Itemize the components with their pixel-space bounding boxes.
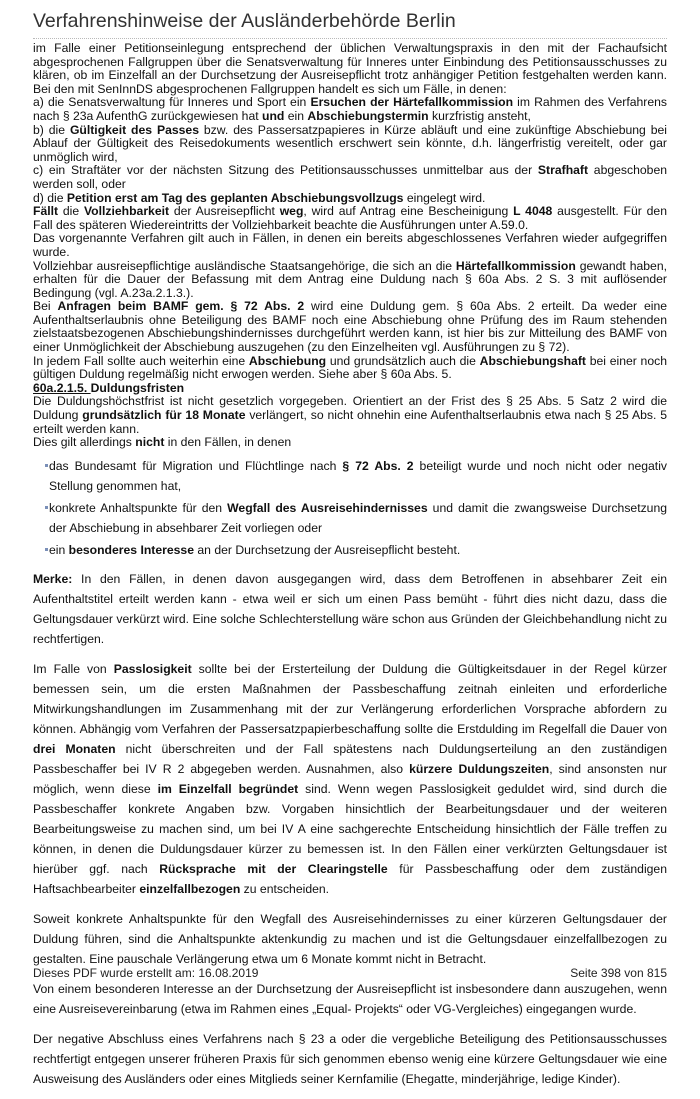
paragraph [33, 300, 667, 354]
page-footer [33, 966, 667, 980]
bold-text: Vollziehbarkeit [83, 204, 170, 219]
list-item [33, 456, 667, 496]
section-heading [33, 382, 667, 396]
text-run: Dies gilt allerdings [33, 435, 136, 450]
text-run: Bei [33, 299, 58, 314]
text-run: In den Fällen, in denen davon ausgegangen wird, dass dem Betroffenen in absehbarer Zeit ein Aufenthaltstitel erteilt werden kann - etwa weil er sich um einen Pass bemüht - führt dies nicht dazu, dass die Geltungsdauer verkürzt wird. Eine solche Schlechterstellung wäre schon aus Gründen der Gleichbehandlung nicht zu rechtfertigen. [33, 571, 667, 646]
bold-text: besonderes Interesse [68, 542, 194, 557]
text-run: Im Falle von [33, 661, 114, 676]
paragraph [33, 260, 667, 301]
bold-text: Fällt [33, 204, 59, 219]
text-run: der Ausreisepflicht [169, 204, 280, 219]
text-run: a) die Senatsverwaltung für Inneres und Sport ein [33, 95, 311, 110]
paragraph [33, 436, 667, 450]
bold-text: Rücksprache mit der Clearingstelle [159, 861, 388, 876]
text-run: c) ein Straftäter vor der nächsten Sitzung des Petitionsausschusses unmittelbar aus der [33, 163, 538, 178]
paragraph [33, 42, 667, 96]
text-run: und grundsätzlich auch die [326, 353, 480, 368]
underlined-text: 60a.2.1.5. [33, 380, 91, 395]
bold-text: Duldungsfristen [90, 380, 185, 395]
text-run: b) die [33, 122, 70, 137]
list-item [33, 498, 667, 538]
text-run: ein [49, 542, 69, 557]
text-run: Der negative Abschluss eines Verfahrens nach § 23 a oder die vergebliche Beteiligung des Petitionsausschusses rechtfertigt entgegen unserer früheren Praxis für sich genommen ebenso wenig eine kürzere Geltungsdauer wie eine Ausweisung des Ausländers oder eines Mitglieds seiner Kernfamilie (Ehegatte, minderjährige, ledige Kinder). [33, 1031, 667, 1086]
text-run: kurzfristig ansteht, [428, 108, 531, 123]
bold-text: Strafhaft [537, 163, 589, 178]
bold-text: Abschiebungstermin [307, 108, 429, 123]
bold-text: Passlosigkeit [113, 661, 192, 676]
text-run: beteiligt wurde und noch nicht oder negativ Stellung genommen hat, [49, 458, 667, 493]
bold-text: Abschiebungshaft [479, 353, 586, 368]
text-run: Soweit konkrete Anhaltspunkte für den Wegfall des Ausreisehindernisses zu einer kürzeren Geltungsdauer der Duldung führen, sind die Anhaltspunkte aktenkundig zu machen und ist die Geltungsdauer einzelfallbezogen zu gestalten. Eine pauschale Verlängerung etwa um 6 Monate kommt nicht in Betracht. [33, 911, 667, 966]
text-run: an der Durchsetzung der Ausreisepflicht besteht. [193, 542, 461, 557]
bold-text: § 72 Abs. 2 [342, 458, 414, 473]
list-item [33, 540, 667, 560]
text-run: gewandt haben, erhalten für die Dauer der Befassung mit dem Antrag eine Duldung nach § 60a Abs. 2 S. 3 mit auflösender Bedingung (vgl. A.23a.2.1.3.). [33, 258, 667, 300]
text-run: und damit die zwangsweise Durchsetzung der Abschiebung in absehbarer Zeit vorliegen oder [49, 500, 668, 535]
text-run: im Falle einer Petitionseinlegung entsprechend der üblichen Verwaltungspraxis in den mit der Fachaufsicht abgesprochenen Fallgruppen über die Senatsverwaltung für Inneres unter Einbindung des Petitionsausschusses zu klären, ob im Einzelfall an der Durchsetzung der Ausreisepflicht trotz anhängiger Petition festgehalten werden kann. Bei den mit SenInnDS abgesprochenen Fallgruppen handelt es sich um Fälle, in denen: [33, 41, 667, 96]
paragraph [33, 124, 667, 165]
text-run: zu entscheiden. [240, 881, 330, 896]
text-run: Das vorgenannte Verfahren gilt auch in Fällen, in denen ein bereits abgeschlossenes Verfahren wieder aufgegriffen wurde. [33, 231, 667, 259]
text-run: im Rahmen des Verfahrens nach § 23a AufenthG zurückgewiesen hat [33, 95, 667, 123]
paragraph [33, 232, 667, 259]
text-run: abgeschoben werden soll, oder [33, 163, 667, 191]
bold-text: Merke: [33, 571, 73, 586]
bold-text: Ersuchen der Härtefallkommission [310, 95, 514, 110]
text-run: ausgestellt. Für den Fall des späteren Wiedereintritts der Vollziehbarkeit beachte die Ausführungen unter A.59.0. [33, 204, 667, 232]
text-run: das Bundesamt für Migration und Flüchtlinge nach [49, 458, 343, 473]
bold-text: Härtefallkommission [455, 258, 576, 273]
text-run: bzw. des Passersatzpapieres in Kürze abläuft und eine zukünftige Abschiebung bei Ablauf der Gültigkeit des Reisedokuments wesentlich erschwert sein könnte, d.h. längerfristig vereitelt, oder gar unmöglich wird, [33, 122, 667, 164]
paragraph [33, 659, 667, 899]
paragraph [33, 909, 667, 969]
document-body [33, 42, 667, 1099]
text-run: Vollziehbar ausreisepflichtige ausländische Staatsangehörige, die sich an die [33, 258, 456, 273]
bold-text: kürzere Duldungszeiten [409, 761, 550, 776]
bold-text: Petition erst am Tag des geplanten Abschiebungsvollzugs [66, 190, 404, 205]
text-run: für Passbeschaffung oder dem zuständigen Haftsachbearbeiter [33, 861, 667, 896]
text-run: bei einer noch gültigen Duldung regelmäßig nicht erwogen werden. Siehe aber § 60a Abs. 5. [33, 353, 667, 382]
bold-text: drei Monaten [33, 741, 116, 756]
paragraph [33, 395, 667, 436]
bold-text: Gültigkeit des Passes [69, 122, 199, 137]
paragraph [33, 569, 667, 649]
page-header [33, 10, 667, 39]
text-run: eingelegt wird. [403, 190, 486, 205]
paragraph [33, 1029, 667, 1089]
bold-text: im Einzelfall begründet [157, 781, 299, 796]
text-run: nicht überschreiten und der Fall spätestens nach Duldungserteilung an den zuständigen Passbeschaffer bei IV R 2 abgegeben werden. Ausnahmen, also [33, 741, 667, 776]
bold-text: Wegfall des Ausreisehindernisses [227, 500, 428, 515]
bold-text: L 4048 [513, 204, 553, 219]
text-run: , wird auf Antrag eine Bescheinigung [303, 204, 514, 219]
text-run: Die Duldungshöchstfrist ist nicht gesetzlich vorgegeben. Orientiert an der Frist des § 25 Abs. 5 Satz 2 wird die Duldung [33, 394, 667, 423]
paragraph [33, 205, 667, 232]
paragraph [33, 979, 667, 1019]
bold-text: Abschiebung [248, 353, 327, 368]
bullet-list [33, 456, 667, 560]
text-run: d) die [33, 190, 67, 205]
text-run: ein [284, 108, 308, 123]
paragraph [33, 96, 667, 123]
text-run: In jedem Fall sollte auch weiterhin eine [33, 353, 249, 368]
bold-text: und [262, 108, 285, 123]
bold-text: nicht [135, 435, 165, 450]
text-run: wird eine Duldung gem. § 60a Abs. 2 erteilt. Da weder eine Aufenthaltserlaubnis ohne Beteiligung des BAMF noch eine Abschiebung ohne Prüfung des im Raum stehenden zielstaatsbezogenen Abschiebungshindernisses durchgeführt werden kann, ist hier bis zur Mitteilung des BAMF von einer Unmöglichkeit der Abschiebung auszugehen (zu den Einzelheiten vgl. Ausführungen zu § 72). [33, 299, 667, 355]
bold-text: Anfragen beim BAMF gem. § 72 Abs. 2 [57, 299, 305, 314]
text-run: die [58, 204, 84, 219]
bold-text: einzelfallbezogen [139, 881, 241, 896]
bold-text: grundsätzlich für 18 Monate [82, 408, 246, 423]
text-run: konkrete Anhaltspunkte für den [49, 500, 228, 515]
creation-date: Dieses PDF wurde erstellt am: 16.08.2019 [33, 966, 259, 980]
text-run: in den Fällen, in denen [164, 435, 292, 450]
bold-text: weg [279, 204, 304, 219]
text-run: verlängert, so nicht ohnehin eine Aufenthaltserlaubnis etwa nach § 25 Abs. 5 erteilt werden kann. [33, 408, 667, 436]
paragraph [33, 164, 667, 191]
text-run: Von einem besonderen Interesse an der Durchsetzung der Ausreisepflicht ist insbesondere dann auszugehen, wenn eine Ausreisevereinbarung (etwa im Rahmen eines „Equal- Projekts“ oder VG-Vergleiches) eingegangen wurde. [33, 981, 667, 1016]
text-run: , sind ansonsten nur möglich, wenn diese [33, 761, 667, 796]
document-title: Verfahrenshinweise der Ausländerbehörde Berlin [33, 10, 456, 32]
page-number: Seite 398 von 815 [570, 966, 667, 980]
bold-text [33, 381, 91, 395]
paragraph [33, 192, 667, 206]
text-run: sollte bei der Ersterteilung der Duldung die Gültigkeitsdauer in der Regel kürzer bemessen sein, um die ersten Maßnahmen der Passbeschaffung zeitnah einleiten und erforderliche Mitwirkungshandlungen im Zusammenhang mit der zur Verlängerung erforderlichen Vorsprache abfordern zu können. Abhängig vom Verfahren der Passersatzpapierbeschaffung sollte die Erstdulding im Regelfall die Dauer von [33, 661, 667, 736]
text-run: sind. Wenn wegen Passlosigkeit geduldet wird, sind durch die Passbeschaffer konkrete Angaben bzw. Vorgaben hinsichtlich der Bearbeitungsdauer und der weiteren Bearbeitungsweise zu machen sind, um bei IV A eine sachgerechte Entscheidung hinsichtlich der Fälle treffen zu können, in denen die Duldungsdauer kürzer zu bemessen ist. In den Fällen einer verkürzten Geltungsdauer ist hierüber ggf. nach [33, 781, 667, 876]
paragraph [33, 355, 667, 382]
